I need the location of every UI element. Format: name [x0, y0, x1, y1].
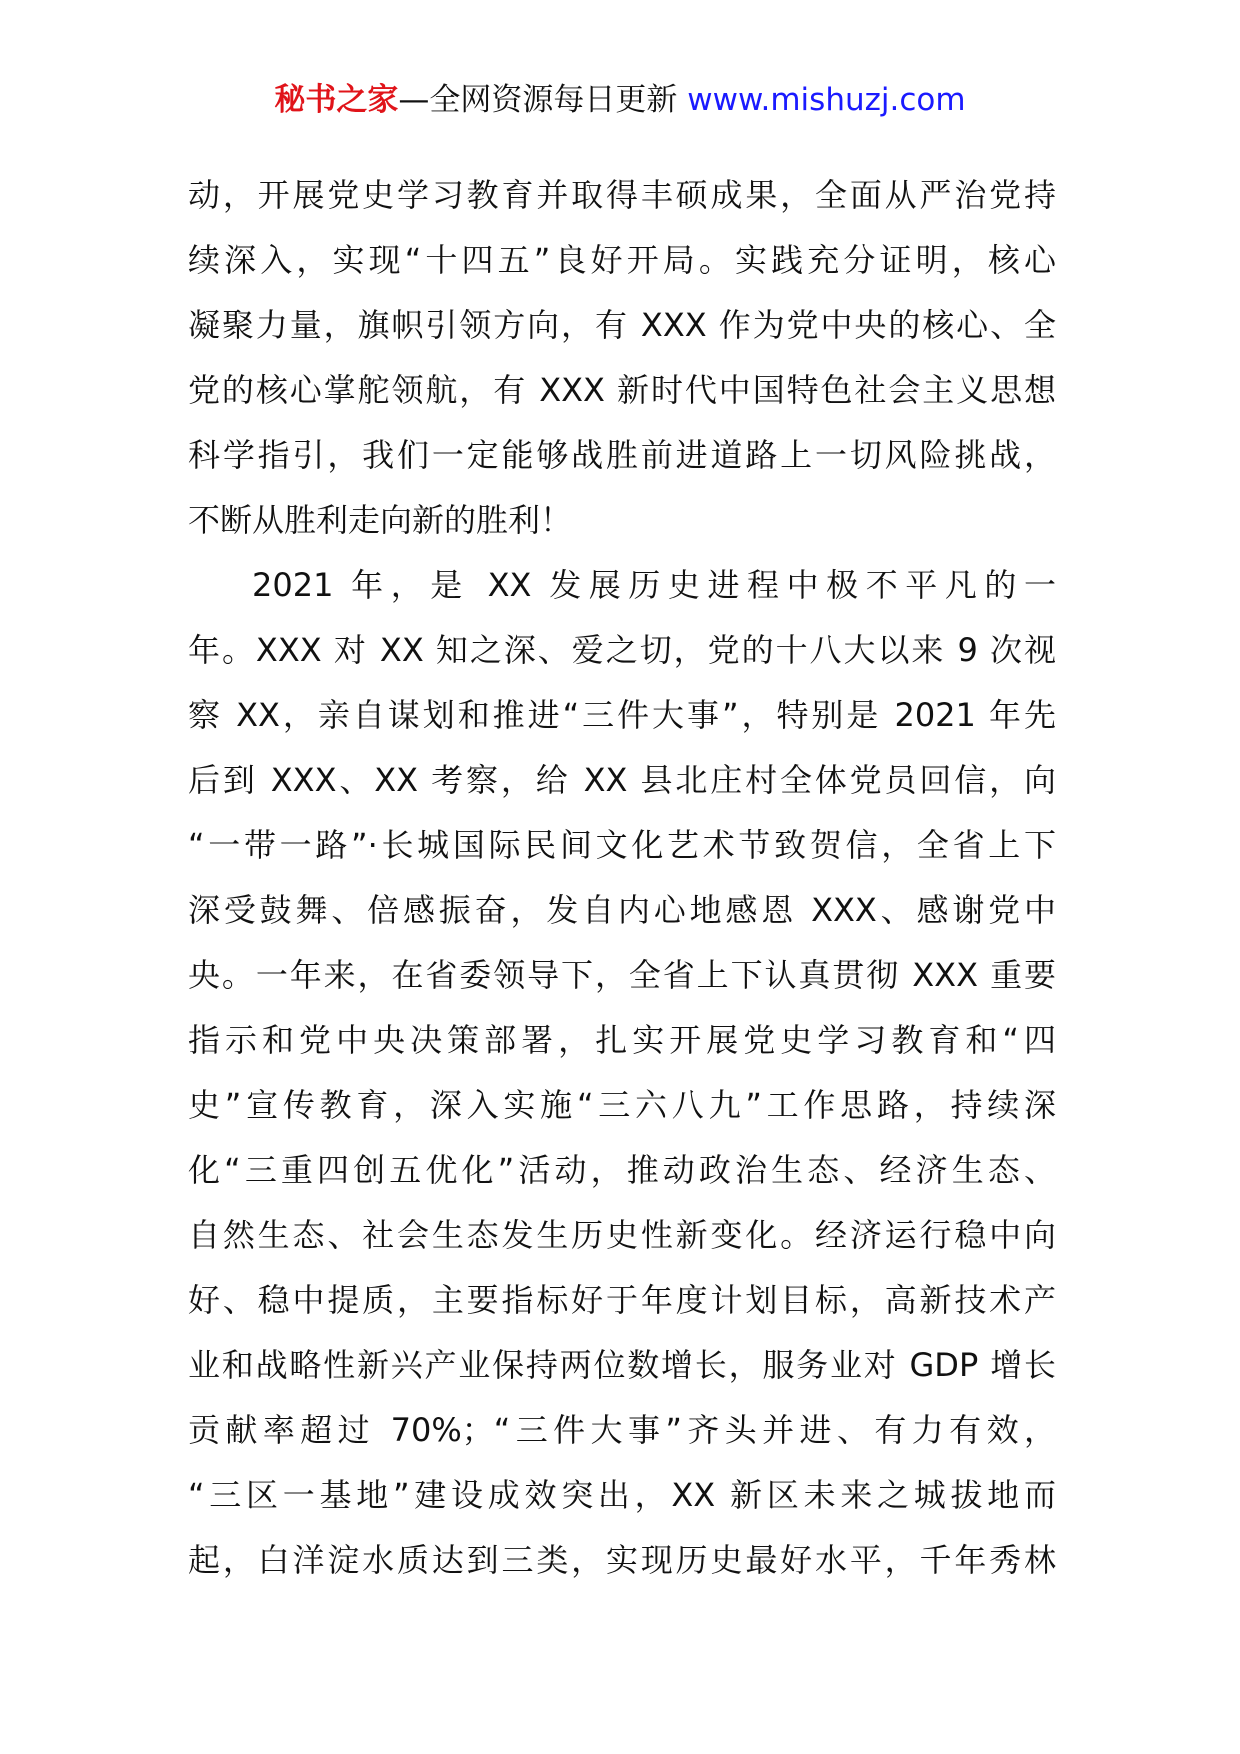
text-line: 年。XXX 对 XX 知之深、爱之切，党的十八大以来 9 次视 — [188, 631, 1056, 669]
brand-name: 秘书之家 — [274, 82, 399, 118]
text-line: 史”宣传教育，深入实施“三六八九”工作思路，持续深 — [188, 1086, 1056, 1124]
text-line: 深受鼓舞、倍感振奋，发自内心地感恩 XXX、感谢党中 — [188, 891, 1056, 929]
text-line: 察 XX，亲自谋划和推进“三件大事”，特别是 2021 年先 — [188, 696, 1056, 734]
paragraph-last-line: 不断从胜利走向新的胜利！ — [188, 501, 573, 539]
text-line: 贡献率超过 70%；“三件大事”齐头并进、有力有效， — [188, 1411, 1056, 1449]
text-line: 党的核心掌舵领航，有 XXX 新时代中国特色社会主义思想 — [188, 371, 1056, 409]
document-body — [188, 163, 1056, 1593]
text-line: 业和战略性新兴产业保持两位数增长，服务业对 GDP 增长 — [188, 1346, 1056, 1384]
text-line: 化“三重四创五优化”活动，推动政治生态、经济生态、 — [188, 1151, 1056, 1189]
text-line: 后到 XXX、XX 考察，给 XX 县北庄村全体党员回信，向 — [188, 761, 1056, 799]
paragraph-first-line: 2021 年，是 XX 发展历史进程中极不平凡的一 — [252, 566, 1056, 604]
text-line: 指示和党中央决策部署，扎实开展党史学习教育和“四 — [188, 1021, 1056, 1059]
text-line: 起，白洋淀水质达到三类，实现历史最好水平，千年秀林 — [188, 1541, 1056, 1579]
text-line: 续深入，实现“十四五”良好开局。实践充分证明，核心 — [188, 241, 1056, 279]
text-line: 好、稳中提质，主要指标好于年度计划目标，高新技术产 — [188, 1281, 1056, 1319]
text-line: 动，开展党史学习教育并取得丰硕成果，全面从严治党持 — [188, 176, 1056, 214]
text-line: 科学指引，我们一定能够战胜前进道路上一切风险挑战， — [188, 436, 1056, 474]
text-line: “三区一基地”建设成效突出，XX 新区未来之城拔地而 — [188, 1476, 1056, 1514]
text-line: 凝聚力量，旗帜引领方向，有 XXX 作为党中央的核心、全 — [188, 306, 1056, 344]
text-line: “一带一路”·长城国际民间文化艺术节致贺信，全省上下 — [188, 826, 1056, 864]
text-line: 央。一年来，在省委领导下，全省上下认真贯彻 XXX 重要 — [188, 956, 1056, 994]
page-header — [0, 78, 1240, 122]
website-link[interactable]: www.mishuzj.com — [687, 82, 966, 118]
header-tagline: —全网资源每日更新 — [398, 82, 688, 118]
text-line: 自然生态、社会生态发生历史性新变化。经济运行稳中向 — [188, 1216, 1056, 1254]
